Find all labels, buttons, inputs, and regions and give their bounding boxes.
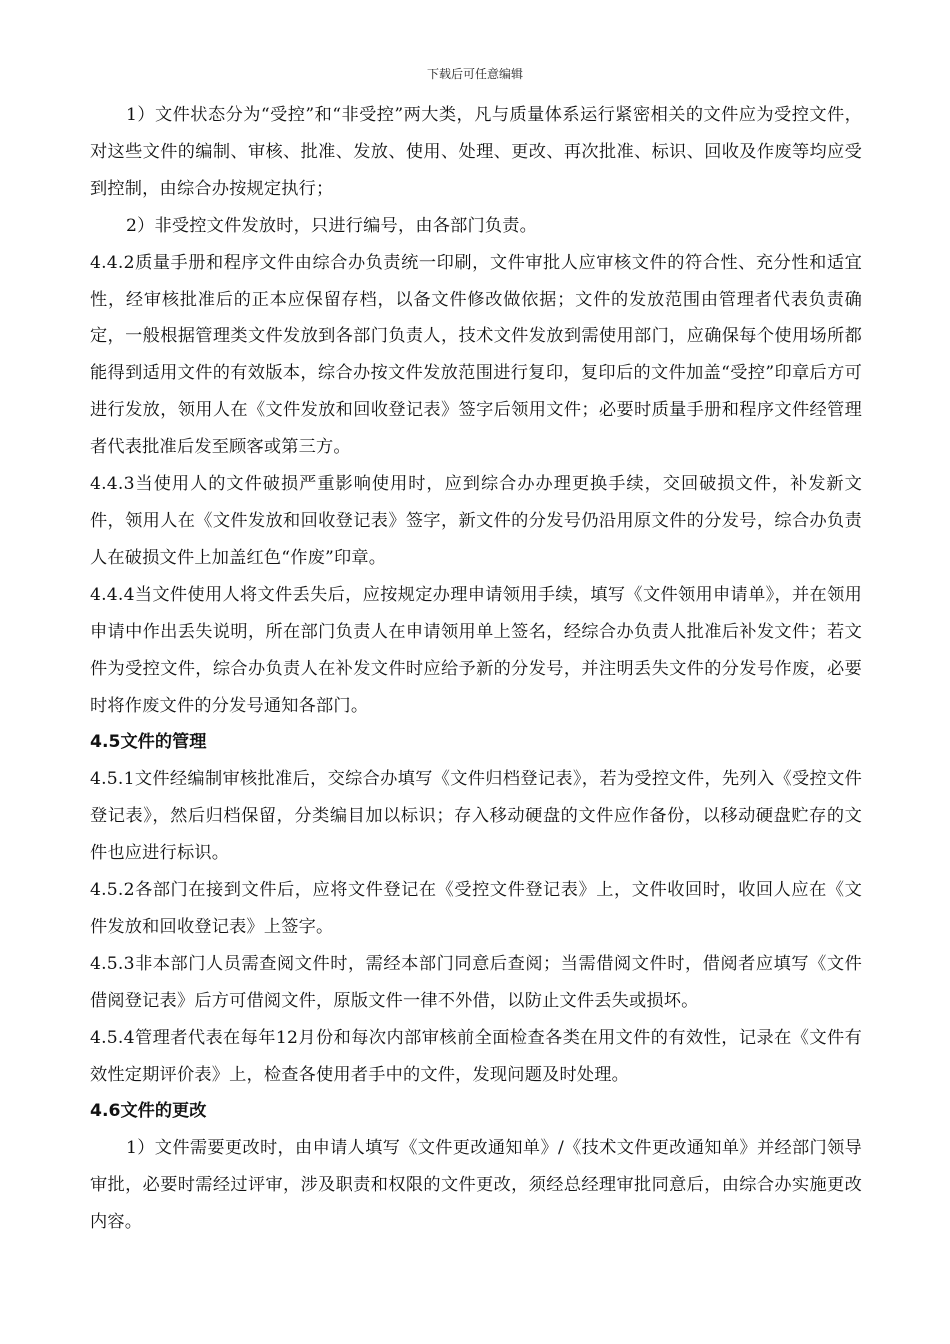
- paragraph-controlled-status: 1）文件状态分为“受控”和“非受控”两大类，凡与质量体系运行紧密相关的文件应为受控文件，对这些文件的编制、审核、批准、发放、使用、处理、更改、再次批准、标识、回收及作废等均应受到控制，由综合办按规定执行；: [90, 105, 862, 199]
- section-heading-4-5: 4.5文件的管理: [90, 732, 207, 753]
- paragraph-4-4-4: 4.4.4当文件使用人将文件丢失后，应按规定办理申请领用手续，填写《文件领用申请单》，并在领用申请中作出丢失说明，所在部门负责人在申请领用单上签名，经综合办负责人批准后补发文件；若文件为受控文件，综合办负责人在补发文件时应给予新的分发号，并注明丢失文件的分发号作废，必要时将作废文件的分发号通知各部门。: [90, 584, 862, 716]
- page-header: 下载后可任意编辑: [426, 67, 523, 81]
- paragraph-4-5-2: 4.5.2各部门在接到文件后，应将文件登记在《受控文件登记表》上，文件收回时，收回人应在《文件发放和回收登记表》上签字。: [90, 880, 862, 937]
- paragraph-4-5-4: 4.5.4管理者代表在每年12月份和每次内部审核前全面检查各类在用文件的有效性，记录在《文件有效性定期评价表》上，检查各使用者手中的文件，发现问题及时处理。: [90, 1027, 862, 1085]
- paragraph-4-4-3: 4.4.3当使用人的文件破损严重影响使用时，应到综合办办理更换手续，交回破损文件，补发新文件，领用人在《文件发放和回收登记表》签字，新文件的分发号仍沿用原文件的分发号，综合办负责人在破损文件上加盖红色“作废”印章。: [90, 474, 862, 568]
- paragraph-change-request: 1）文件需要更改时，由申请人填写《文件更改通知单》/《技术文件更改通知单》并经部门领导审批，必要时需经过评审，涉及职责和权限的文件更改，须经总经理审批同意后，由综合办实施更改内容。: [90, 1138, 862, 1233]
- section-heading-4-6: 4.6文件的更改: [90, 1101, 207, 1122]
- document-body: [90, 97, 862, 1241]
- paragraph-uncontrolled-issue: 2）非受控文件发放时，只进行编号，由各部门负责。: [126, 215, 538, 236]
- paragraph-4-5-3: 4.5.3非本部门人员需查阅文件时，需经本部门同意后查阅；当需借阅文件时，借阅者应填写《文件借阅登记表》后方可借阅文件，原版文件一律不外借，以防止文件丢失或损坏。: [90, 953, 862, 1011]
- paragraph-4-5-1: 4.5.1文件经编制审核批准后，交综合办填写《文件归档登记表》，若为受控文件，先列入《受控文件登记表》，然后归档保留，分类编目加以标识；存入移动硬盘的文件应作备份，以移动硬盘贮存的文件也应进行标识。: [90, 769, 862, 864]
- paragraph-4-4-2: 4.4.2质量手册和程序文件由综合办负责统一印刷，文件审批人应审核文件的符合性、充分性和适宜性，经审核批准后的正本应保留存档，以备文件修改做依据；文件的发放范围由管理者代表负责确定，一般根据管理类文件发放到各部门负责人，技术文件发放到需使用部门，应确保每个使用场所都能得到适用文件的有效版本，综合办按文件发放范围进行复印，复印后的文件加盖“受控”印章后方可进行发放，领用人在《文件发放和回收登记表》签字后领用文件；必要时质量手册和程序文件经管理者代表批准后发至顾客或第三方。: [90, 252, 862, 458]
